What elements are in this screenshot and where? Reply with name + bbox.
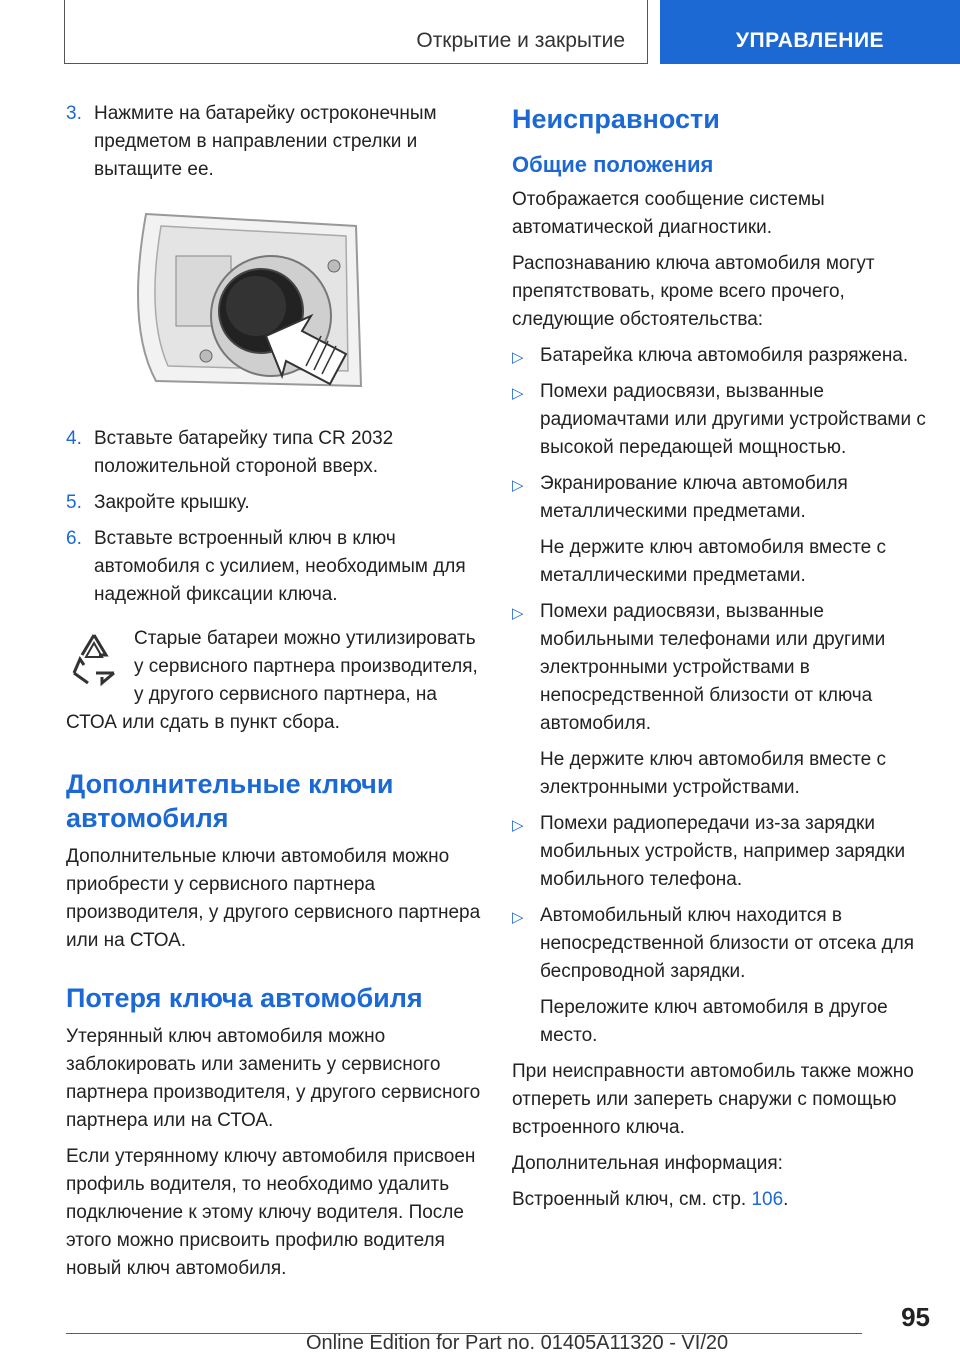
bullet-text: Автомобильный ключ находится в непосредственной близости от отсека для беспроводной зарядки. <box>540 905 915 982</box>
recycle-icon <box>66 629 122 689</box>
key-battery-illustration <box>106 206 366 396</box>
step-number: 4. <box>66 428 82 449</box>
bullet-text: Помехи радиосвязи, вызванные мобильными телефонами или другими электронными устройствами в непосредственной близости от ключа автомобиля. <box>540 601 886 734</box>
bullet-marker-icon: ▷ <box>512 605 524 622</box>
bullet-5 <box>512 810 932 894</box>
paragraph-key-loss-1: Утерянный ключ автомобиля можно заблокировать или заменить у сервисного партнера производителя, у другого сервисного партнера или на СТОА. <box>66 1026 481 1131</box>
bullet-2 <box>512 378 932 462</box>
heading-malfunctions: Неисправности <box>512 104 720 134</box>
bullet-text: Помехи радиосвязи, вызванные радиомачтами или другими устройствами с высокой передающей мощностью. <box>540 381 926 458</box>
bullet-6 <box>512 902 932 986</box>
reference-text: Встроенный ключ, см. стр. <box>512 1189 747 1210</box>
bullet-text: Помехи радиопередачи из-за зарядки мобильных устройств, например зарядки мобильного телефона. <box>540 813 906 890</box>
step-text: Нажмите на батарейку остроконечным предметом в направлении стрелки и вытащите ее. <box>94 103 437 180</box>
step-text: Вставьте встроенный ключ в ключ автомобиля с усилием, необходимым для надежной фиксации ключа. <box>94 528 466 605</box>
bullet-1 <box>512 342 932 370</box>
bullet-4 <box>512 598 932 738</box>
header-section-title: Открытие и закрытие <box>416 29 625 52</box>
header-chapter-title: УПРАВЛЕНИЕ <box>735 29 885 52</box>
bullet-marker-icon: ▷ <box>512 385 524 402</box>
step-number: 6. <box>66 528 82 549</box>
bullet-marker-icon: ▷ <box>512 349 524 366</box>
bullet-4-note: Не держите ключ автомобиля вместе с электронными устройствами. <box>540 749 886 798</box>
reference-end: . <box>783 1189 789 1210</box>
recycle-note <box>66 625 486 737</box>
bullet-marker-icon: ▷ <box>512 477 524 494</box>
step-5 <box>66 489 486 517</box>
bullet-3-note: Не держите ключ автомобиля вместе с металлическими предметами. <box>540 537 886 586</box>
bullet-text: Экранирование ключа автомобиля металлическими предметами. <box>540 473 848 522</box>
bullet-6-note: Переложите ключ автомобиля в другое место. <box>540 997 888 1046</box>
recycle-text: Старые батареи можно утилизировать у сервисного партнера производителя, у другого сервисного партнера, на СТОА или сдать в пункт сбора. <box>66 628 478 733</box>
step-number: 3. <box>66 103 82 124</box>
left-column <box>66 100 486 1291</box>
step-6 <box>66 525 486 609</box>
step-text: Вставьте батарейку типа CR 2032 положительной стороной вверх. <box>94 428 394 477</box>
step-4 <box>66 425 486 481</box>
header-chapter-tab[interactable] <box>660 0 960 64</box>
step-text: Закройте крышку. <box>94 492 250 513</box>
bullet-marker-icon: ▷ <box>512 817 524 834</box>
heading-general: Общие положения <box>512 152 714 177</box>
paragraph-3: При неисправности автомобиль также можно отпереть или запереть снаружи с помощью встроенного ключа. <box>512 1061 914 1138</box>
heading-additional-keys: Дополнительные ключи автомобиля <box>66 769 394 833</box>
paragraph-1: Отображается сообщение системы автоматической диагностики. <box>512 189 825 238</box>
right-column <box>512 100 932 1222</box>
bullet-marker-icon: ▷ <box>512 909 524 926</box>
paragraph-key-loss-2: Если утерянному ключу автомобиля присвоен профиль водителя, то необходимо удалить подключение к этому ключу водителя. После этого можно присвоить профилю водителя новый ключ автомобиля. <box>66 1146 476 1279</box>
bullet-3 <box>512 470 932 526</box>
step-number: 5. <box>66 492 82 513</box>
bullet-text: Батарейка ключа автомобиля разряжена. <box>540 345 909 366</box>
paragraph-5 <box>512 1186 932 1214</box>
page-number: 95 <box>901 1302 930 1332</box>
paragraph-4: Дополнительная информация: <box>512 1153 783 1174</box>
header-section-box <box>64 0 648 64</box>
footer-edition: Online Edition for Part no. 01405A11320 - VI/20 <box>306 1332 729 1354</box>
paragraph-2: Распознаванию ключа автомобиля могут препятствовать, кроме всего прочего, следующие обстоятельства: <box>512 253 875 330</box>
step-3 <box>66 100 486 184</box>
page-reference-link[interactable]: 106 <box>751 1189 784 1210</box>
paragraph-additional-keys: Дополнительные ключи автомобиля можно приобрести у сервисного партнера производителя, у другого сервисного партнера или на СТОА. <box>66 846 481 951</box>
heading-key-loss: Потеря ключа автомобиля <box>66 983 423 1013</box>
